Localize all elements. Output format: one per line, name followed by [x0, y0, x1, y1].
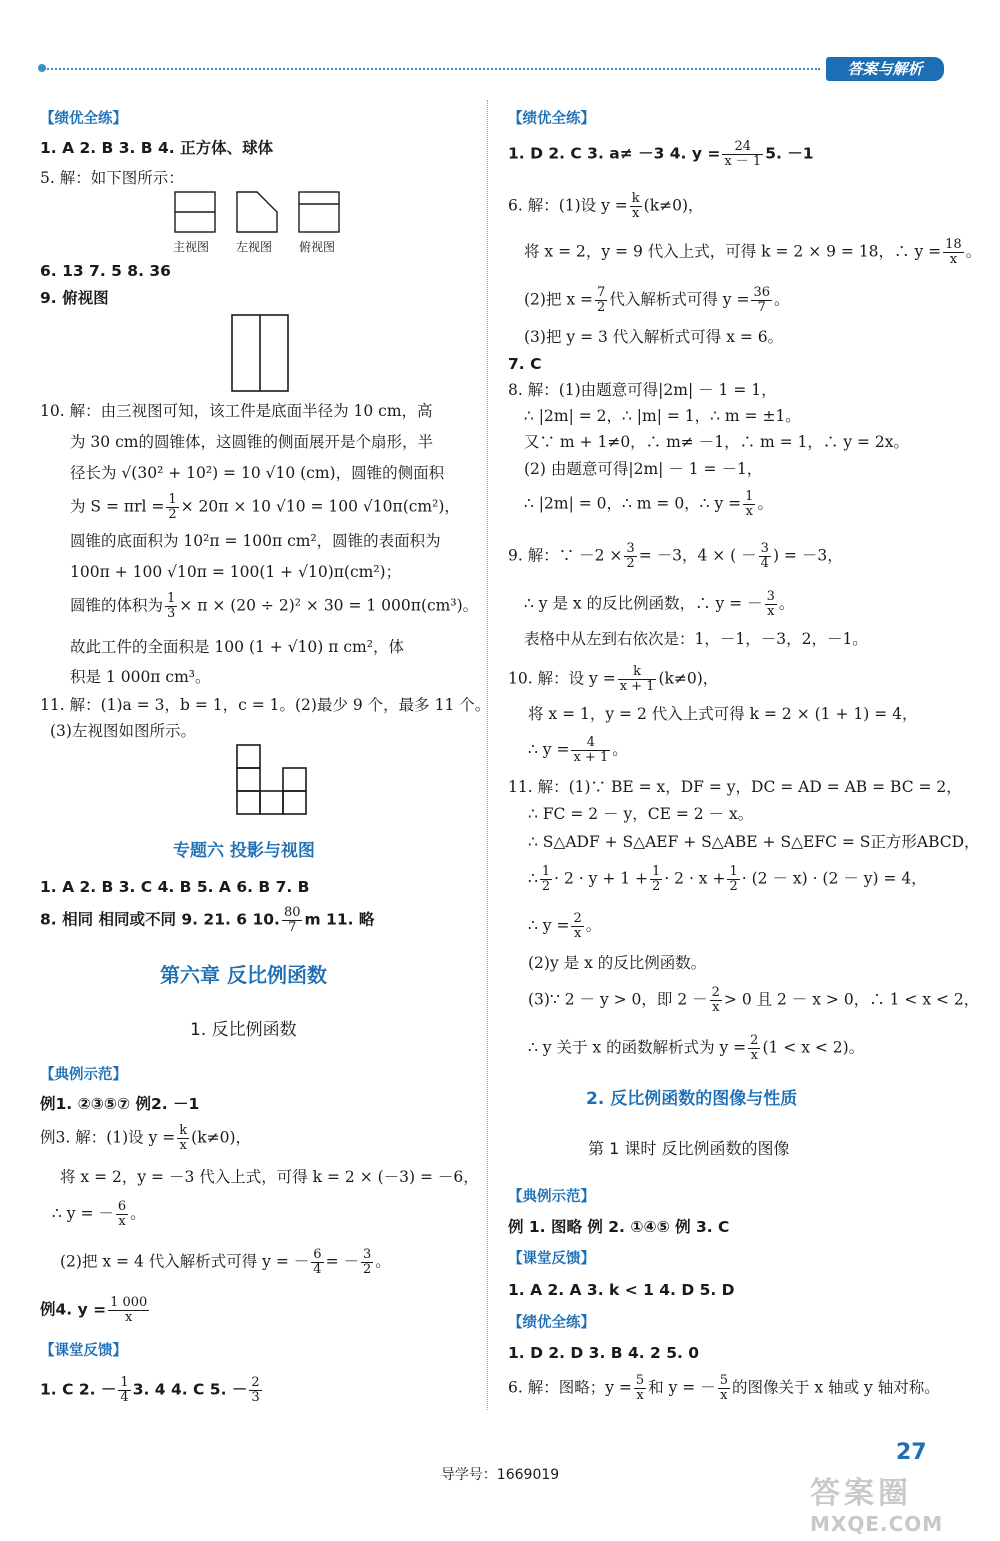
figure-caption: 左视图 [236, 240, 273, 254]
left-view-figure [235, 743, 311, 819]
solution-line: (2)y 是 x 的反比例函数。 [528, 954, 707, 972]
answer-line: 例 1. 图略 例 2. ①④⑤ 例 3. C [508, 1218, 730, 1236]
solution-line: 故此工件的全面积是 100 (1 + √10) π cm²，体 [70, 638, 404, 656]
watermark-logo: 答案圈 MXQE.COM [810, 1476, 944, 1536]
answer-line: 1. A 2. B 3. C 4. B 5. A 6. B 7. B [40, 878, 310, 896]
page-number: 27 [896, 1440, 927, 1465]
solution-line: (3)把 y = 3 代入解析式可得 x = 6。 [524, 328, 784, 346]
solution-line: 9. 解：∵ －2 × $\frac{3}{2}$ = －3，4 × ( － $\frac{3}{4}$ ) = －3， [508, 541, 843, 571]
answer-line: 9. 俯视图 [40, 289, 109, 307]
solution-line: (2)把 x = $\frac{7}{2}$ 代入解析式可得 y = $\frac{36}{7}$ 。 [524, 285, 790, 315]
section-tag: 【典例示范】 [40, 1067, 127, 1083]
solution-line: 11. 解：(1)∵ BE = x，DF = y，DC = AD = AB = BC = 2， [508, 778, 962, 796]
solution-line: 6. 解：图略；y = $\frac{5}{x}$ 和 y = － $\frac{5}{x}$ 的图像关于 x 轴或 y 轴对称。 [508, 1373, 940, 1403]
solution-line: ∴ y = $\frac{2}{x}$ 。 [528, 911, 602, 941]
solution-line: 将 x = 2，y = －3 代入上式，可得 k = 2 × (－3) = －6， [60, 1168, 479, 1186]
solution-line: 为 S = πrl = $\frac{1}{2}$ × 20π × 10 √10 = 100 √10π(cm²)， [70, 492, 460, 522]
column-divider [487, 100, 488, 1410]
lesson-subheading: 第 1 课时 反比例函数的图像 [588, 1139, 790, 1158]
solution-line: 径长为 √(30² + 10²) = 10 √10 (cm)，圆锥的侧面积 [70, 464, 445, 482]
solution-line: ∴ |2m| = 0，∴ m = 0，∴ y = $\frac{1}{x}$ 。 [524, 489, 773, 519]
solution-line: (3)左视图如图所示。 [50, 722, 196, 740]
solution-line: ∴ y = － $\frac{6}{x}$ 。 [52, 1199, 146, 1229]
answer-line: 8. 相同 相同或不同 9. 21. 6 10. $\frac{80}{7}$ m 11. 略 [40, 905, 375, 935]
solution-line: ∴ |2m| = 2，∴ |m| = 1，∴ m = ±1。 [524, 407, 801, 425]
solution-line: ∴ y 是 x 的反比例函数，∴ y = － $\frac{3}{x}$ 。 [524, 589, 795, 619]
solution-line: 圆锥的底面积为 10²π = 100π cm²，圆锥的表面积为 [70, 532, 441, 550]
answer-line: 1. A 2. B 3. B 4. 正方体、球体 [40, 139, 274, 157]
answer-line: 例4. y = $\frac{1 000}{x}$ [40, 1295, 148, 1325]
answer-line: 7. C [508, 355, 542, 373]
answer-line: 例3. 解：(1)设 y = $\frac{k}{x}$ (k≠0)， [40, 1123, 252, 1153]
solution-line: 10. 解：由三视图可知，该工件是底面半径为 10 cm，高 [40, 402, 433, 420]
answer-line: 1. D 2. D 3. B 4. 2 5. 0 [508, 1344, 700, 1362]
answer-line: 6. 13 7. 5 8. 36 [40, 262, 171, 280]
solution-line: 10. 解：设 y = $\frac{k}{x + 1}$ (k≠0)， [508, 664, 719, 694]
solution-line: 表格中从左到右依次是：1，－1，－3，2，－1。 [524, 630, 868, 648]
solution-line: 将 x = 1，y = 2 代入上式可得 k = 2 × (1 + 1) = 4， [528, 705, 918, 723]
figure-caption: 俯视图 [299, 240, 336, 254]
section-tag: 【绩优全练】 [40, 111, 127, 127]
three-views-figure [173, 190, 353, 238]
figure-caption: 主视图 [173, 240, 210, 254]
lesson-heading: 1. 反比例函数 [190, 1020, 297, 1040]
section-heading: 专题六 投影与视图 [173, 841, 315, 861]
solution-line: 11. 解：(1)a = 3，b = 1，c = 1。(2)最少 9 个，最多 11 个。 [40, 696, 491, 714]
solution-line: (2) 由题意可得|2m| － 1 = －1， [524, 460, 763, 478]
solution-line: 圆锥的体积为 $\frac{1}{3}$ × π × (20 ÷ 2)² × 30 = 1 000π(cm³)。 [70, 591, 479, 621]
answer-line: 6. 解：(1)设 y = $\frac{k}{x}$ (k≠0)， [508, 191, 704, 221]
solution-line: 将 x = 2，y = 9 代入上式，可得 k = 2 × 9 = 18，∴ y = $\frac{18}{x}$ 。 [524, 237, 982, 267]
answer-line: 1. A 2. A 3. k < 1 4. D 5. D [508, 1281, 735, 1299]
solution-line: (2)把 x = 4 代入解析式可得 y = － $\frac{6}{4}$ = － $\frac{3}{2}$ 。 [60, 1247, 391, 1277]
section-tag: 【绩优全练】 [508, 111, 595, 127]
solution-line: ∴ y = $\frac{4}{x + 1}$ 。 [528, 735, 628, 765]
solution-line: 8. 解：(1)由题意可得|2m| － 1 = 1， [508, 381, 777, 399]
solution-line: 为 30 cm的圆锥体，这圆锥的侧面展开是个扇形，半 [70, 433, 433, 451]
section-tag: 【典例示范】 [508, 1189, 595, 1205]
answer-line: 例1. ②③⑤⑦ 例2. －1 [40, 1095, 200, 1113]
answer-line: 1. C 2. － $\frac{1}{4}$ 3. 4 4. C 5. － $\frac{2}{3}$ [40, 1375, 260, 1405]
answer-line: 1. D 2. C 3. a≠ －3 4. y = $\frac{24}{x - 1}$ 5. －1 [508, 139, 814, 169]
solution-line: ∴ y 关于 x 的函数解析式为 y = $\frac{2}{x}$ (1 < x < 2)。 [528, 1033, 865, 1063]
solution-line: (3)∵ 2 － y > 0，即 2 － $\frac{2}{x}$ > 0 且 2 － x > 0，∴ 1 < x < 2， [528, 985, 980, 1015]
study-code: 导学号：1669019 [440, 1467, 560, 1483]
solution-line: ∴ S△ADF + S△AEF + S△ABE + S△EFC = S正方形ABCD， [528, 833, 980, 851]
top-view-figure [230, 313, 294, 395]
section-tag: 【课堂反馈】 [508, 1251, 595, 1267]
solution-line: ∴ FC = 2 － y，CE = 2 － x。 [528, 805, 754, 823]
answer-line: 5. 解：如下图所示： [40, 169, 184, 187]
solution-line: 积是 1 000π cm³。 [70, 668, 211, 686]
header-badge: 答案与解析 [826, 57, 944, 81]
solution-line: 100π + 100 √10π = 100(1 + √10)π(cm²)； [70, 563, 402, 581]
section-tag: 【绩优全练】 [508, 1315, 595, 1331]
solution-line: ∴ $\frac{1}{2}$ · 2 · y + 1 + $\frac{1}{2}$ · 2 · x + $\frac{1}{2}$ · (2 － x) · (2 － y) = 4， [528, 864, 927, 894]
solution-line: 又∵ m + 1≠0，∴ m≠ －1，∴ m = 1，∴ y = 2x。 [524, 433, 910, 451]
chapter-heading: 第六章 反比例函数 [160, 963, 327, 987]
lesson-heading: 2. 反比例函数的图像与性质 [586, 1089, 798, 1109]
header-dotted-line [44, 68, 820, 70]
section-tag: 【课堂反馈】 [40, 1343, 127, 1359]
